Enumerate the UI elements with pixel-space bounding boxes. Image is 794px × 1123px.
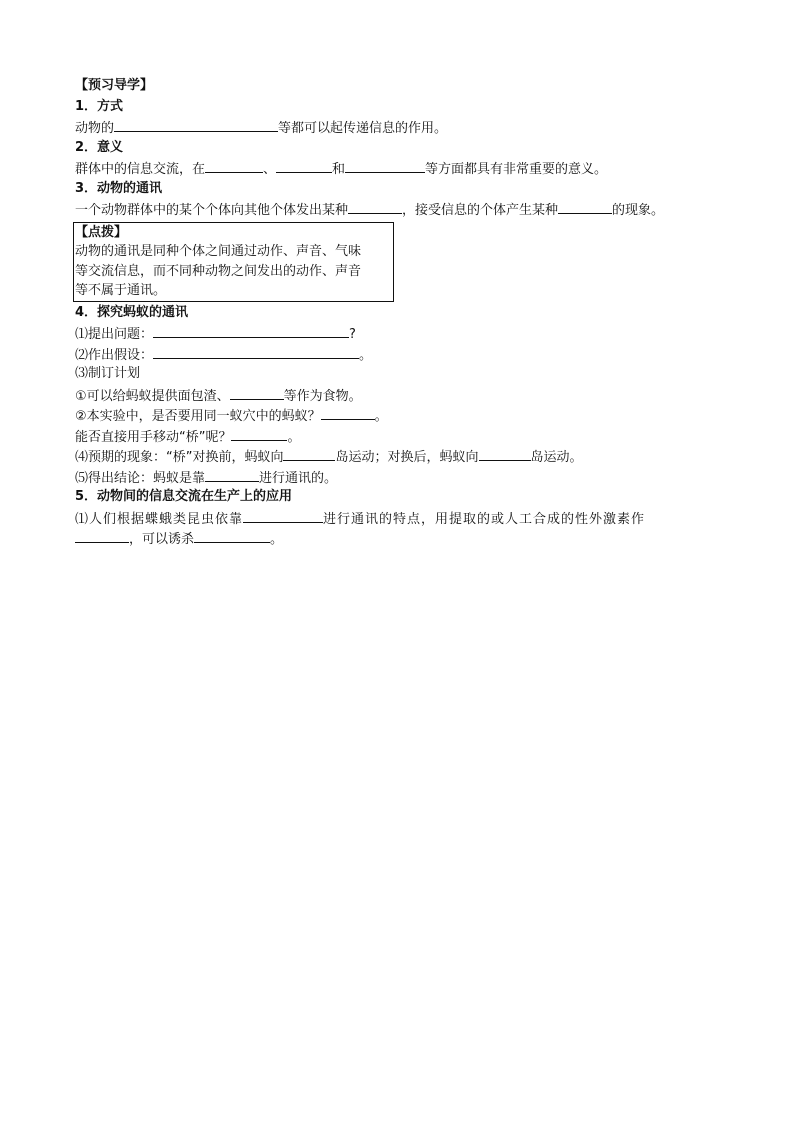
tip-text-line: 动物的通讯是同种个体之间通过动作、声音、气味 xyxy=(75,244,362,259)
item-4-3a: ①可以给蚂蚁提供面包渣、 等作为食物。 xyxy=(75,385,735,406)
section-title: 【预习导学】 xyxy=(75,78,154,93)
fill-blank[interactable] xyxy=(348,199,402,214)
tip-box xyxy=(73,222,394,302)
fill-blank[interactable] xyxy=(153,344,359,359)
fill-blank[interactable] xyxy=(276,158,332,173)
item-4-2: ⑵作出假设： 。 xyxy=(75,344,735,365)
item-4-4: ⑷预期的现象：“桥”对换前，蚂蚁向 岛运动；对换后，蚂蚁向 岛运动。 xyxy=(75,446,735,467)
item-4-5: ⑸得出结论：蚂蚁是靠 进行通讯的。 xyxy=(75,467,735,488)
heading-4: 4．探究蚂蚁的通讯 xyxy=(75,304,189,320)
heading-5: 5．动物间的信息交流在生产上的应用 xyxy=(75,489,293,504)
worksheet xyxy=(75,76,735,549)
item-4-3: ⑶制订计划 xyxy=(75,366,141,381)
fill-blank[interactable] xyxy=(283,446,335,461)
tip-text-line: 等交流信息，而不同种动物之间发出的动作、声音 xyxy=(75,263,362,279)
fill-blank[interactable] xyxy=(230,385,284,400)
item-4-3b: ②本实验中，是否要用同一蚁穴中的蚂蚁？ 。 xyxy=(75,405,735,426)
heading-3: 3．动物的通讯 xyxy=(75,180,163,196)
fill-blank[interactable] xyxy=(558,199,612,214)
heading-2: 2．意义 xyxy=(75,139,124,155)
heading-1: 1．方式 xyxy=(75,98,124,114)
fill-blank[interactable] xyxy=(205,158,263,173)
item-4-1: ⑴提出问题： ? xyxy=(75,323,735,344)
item-2-line: 群体中的信息交流，在 、 和 等方面都具有非常重要的意义。 xyxy=(75,158,735,179)
item-3-line: 一个动物群体中的某个个体向其他个体发出某种 ，接受信息的个体产生某种 的现象。 xyxy=(75,199,735,220)
fill-blank[interactable] xyxy=(345,158,425,173)
fill-blank[interactable] xyxy=(114,117,278,132)
fill-blank[interactable] xyxy=(153,323,349,338)
fill-blank[interactable] xyxy=(321,405,375,420)
item-4-3c: 能否直接用手移动“桥”呢？ 。 xyxy=(75,426,735,447)
fill-blank[interactable] xyxy=(243,508,323,523)
fill-blank[interactable] xyxy=(205,467,259,482)
item-1-line: 动物的 等都可以起传递信息的作用。 xyxy=(75,117,735,138)
item-5-line-2: ，可以诱杀 。 xyxy=(75,528,735,549)
item-5-line-1: ⑴人们根据蝶蛾类昆虫依靠 进行通讯的特点，用提取的或人工合成的性外激素作 xyxy=(75,508,735,529)
tip-title: 【点拨】 xyxy=(75,224,128,240)
fill-blank[interactable] xyxy=(479,446,531,461)
tip-text-line: 等不属于通讯。 xyxy=(75,283,167,298)
fill-blank[interactable] xyxy=(194,528,270,543)
fill-blank[interactable] xyxy=(75,528,129,543)
fill-blank[interactable] xyxy=(231,426,287,441)
